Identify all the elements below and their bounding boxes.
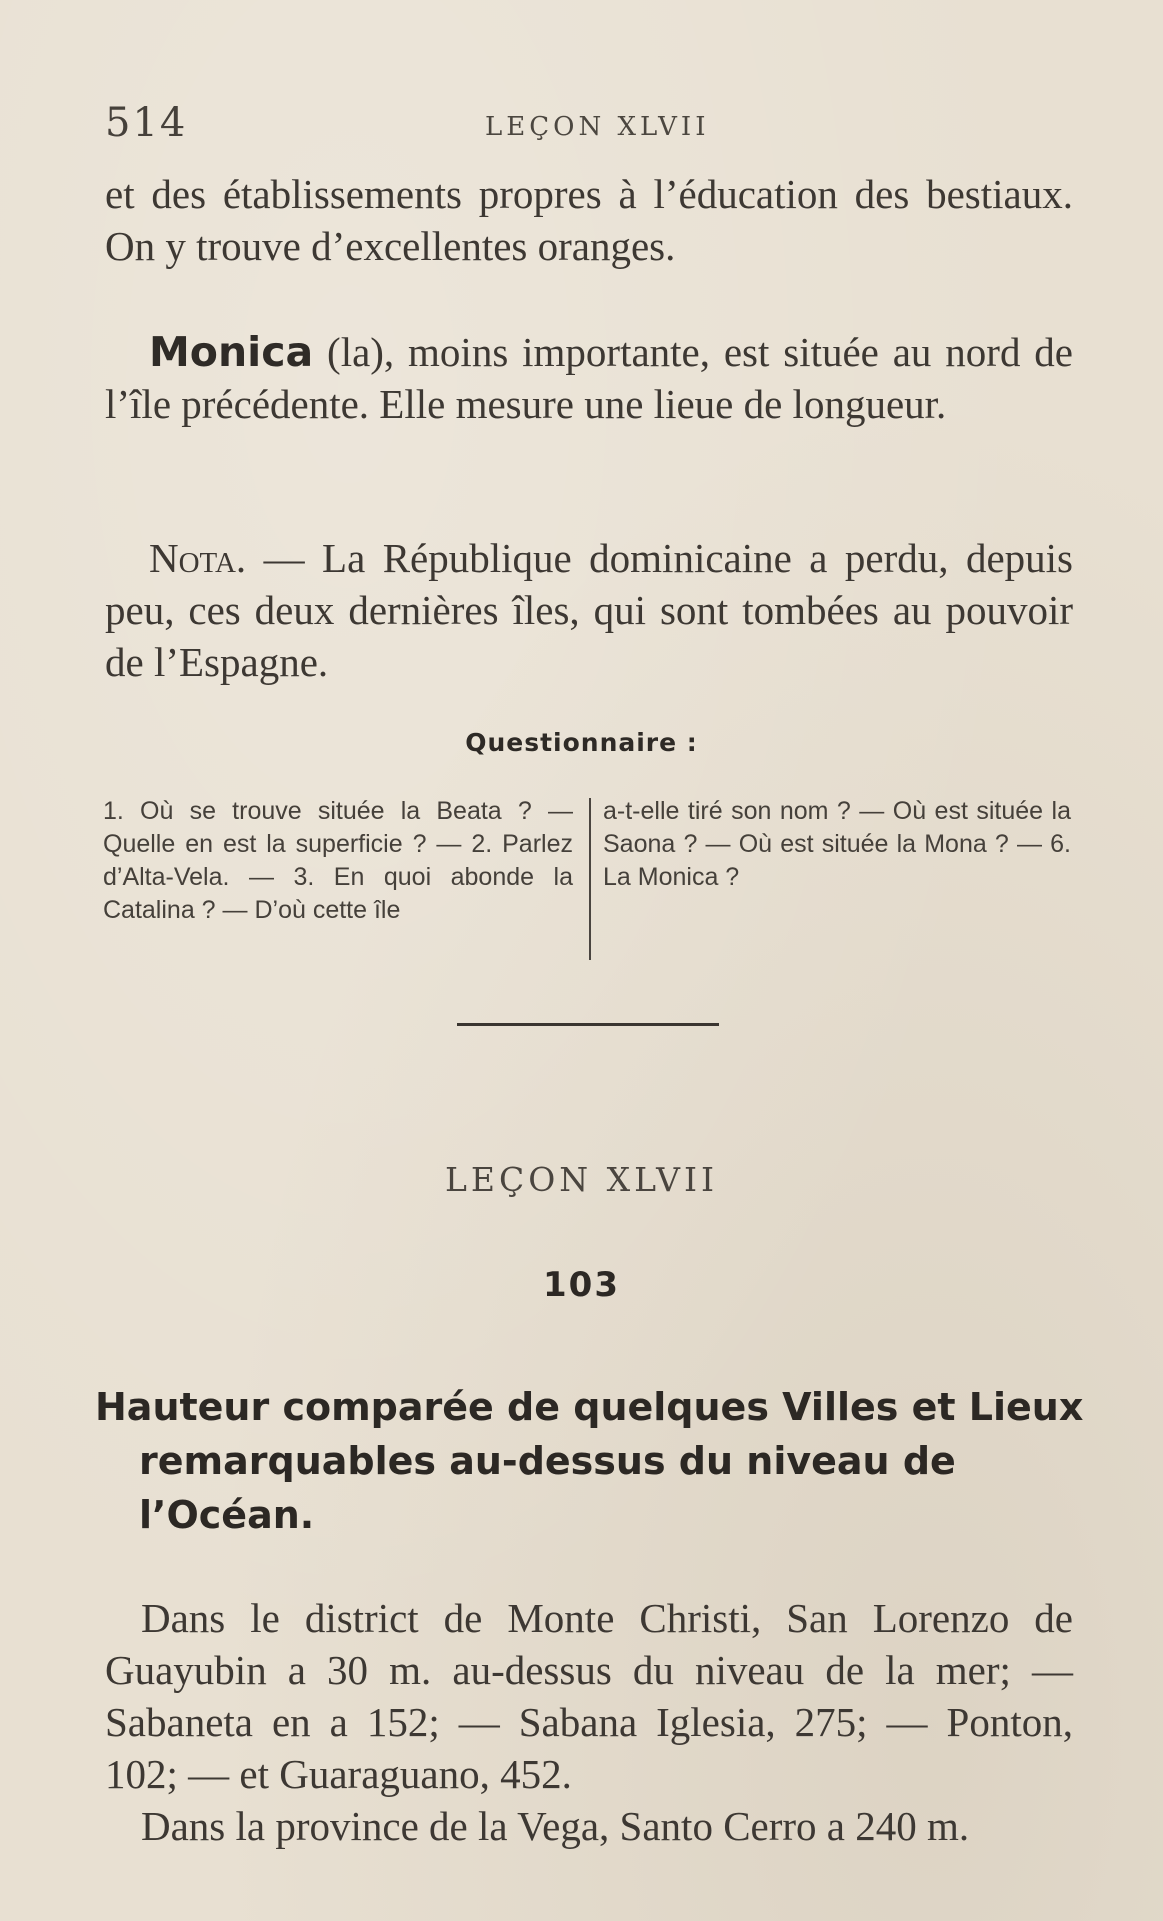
questionnaire-divider xyxy=(589,798,591,960)
running-title: LEÇON XLVII xyxy=(485,112,710,142)
paragraph-monte-christi: Dans le district de Monte Christi, San Lorenzo de Guayubin a 30 m. au-dessus du niveau de la mer; — Sabaneta en a 152; — Sabana Iglesia, 275; — Ponton, 102; — et Guaraguano, 452. xyxy=(105,1595,1073,1797)
questionnaire-left-column: 1. Où se trouve située la Beata ? — Quelle en est la superficie ? — 2. Parlez d’Alta-Vela. — 3. En quoi abonde la Catalina ? — D’où cette île xyxy=(103,797,573,924)
running-head xyxy=(105,100,1078,160)
paragraph-vega: Dans la province de la Vega, Santo Cerro a 240 m. xyxy=(141,1803,970,1849)
nota-text: — La République dominicaine a perdu, depuis peu, ces deux dernières îles, qui sont tombées au pouvoir de l’Espagne. xyxy=(105,535,1073,685)
paragraph-monica-text: (la), moins importante, est située au nord de l’île précédente. Elle mesure une lieue de longueur. xyxy=(105,329,1073,427)
term-monica: Monica xyxy=(149,328,314,376)
paragraph-monica xyxy=(105,326,1073,430)
questionnaire-title: Questionnaire : xyxy=(465,728,698,757)
section-rule xyxy=(457,1023,719,1026)
section-number: 103 xyxy=(543,1265,620,1305)
questionnaire-right-column: a-t-elle tiré son nom ? — Où est située la Saona ? — Où est située la Mona ? — 6. La Monica ? xyxy=(603,797,1071,891)
paragraph-bestiaux: et des établissements propres à l’éducation des bestiaux. On y trouve d’excellentes oranges. xyxy=(105,171,1073,269)
section-title: Hauteur comparée de quelques Villes et Lieux remarquables au-dessus du niveau de l’Océan. xyxy=(95,1385,1084,1537)
nota-label: Nota. xyxy=(149,535,247,581)
lesson-heading: LEÇON XLVII xyxy=(444,1160,719,1199)
paragraph-nota xyxy=(105,532,1073,688)
page-number: 514 xyxy=(105,100,188,146)
